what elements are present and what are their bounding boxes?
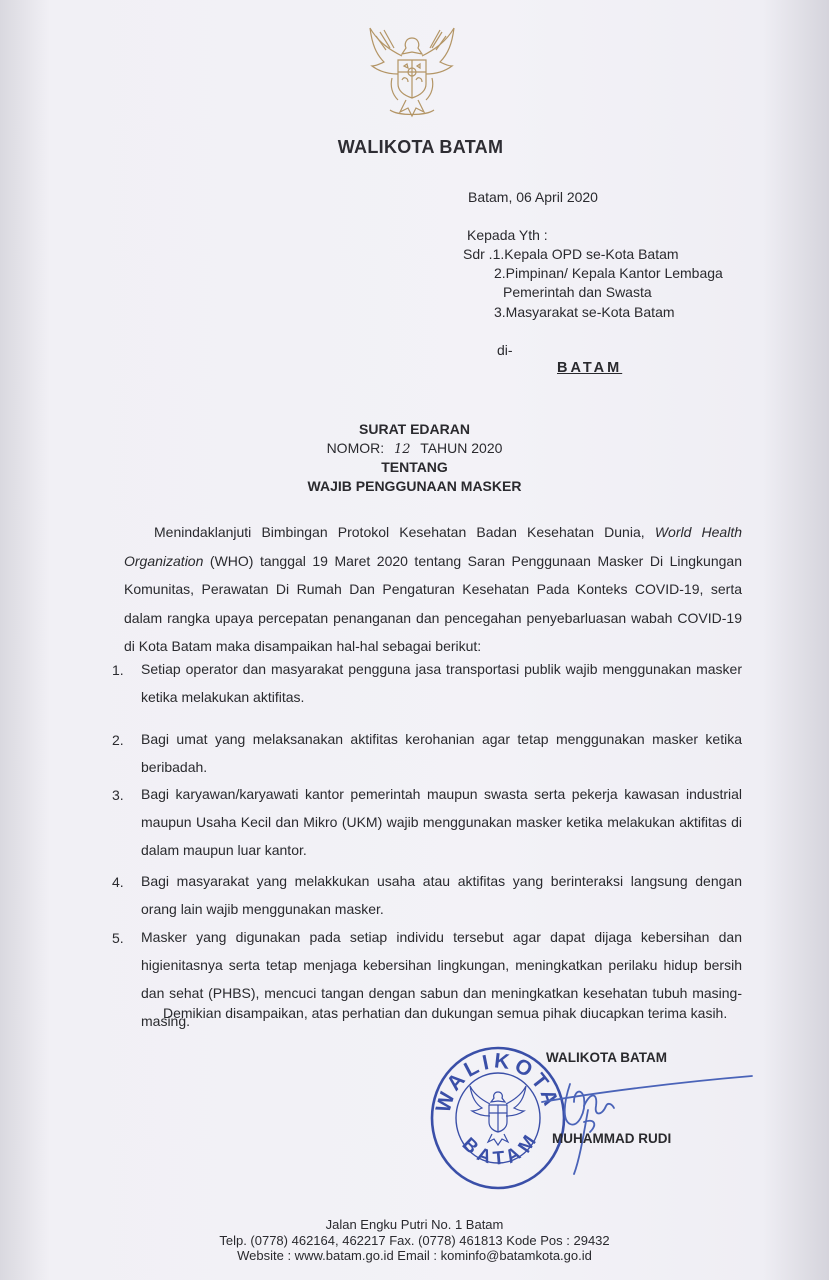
list-item-text: Setiap operator dan masyarakat pengguna jasa transportasi publik wajib menggunakan masker ketika melakukan aktifitas. [141,661,742,705]
intro-text-italic: World Health Organization [124,524,743,569]
signatory-title: WALIKOTA BATAM [546,1050,667,1065]
signatory-name: MUHAMMAD RUDI [552,1131,672,1146]
letterhead-title: WALIKOTA BATAM [337,137,504,157]
intro-text [124,518,742,661]
garuda-pancasila-icon [362,20,462,124]
destination-city: BATAM [557,360,623,376]
svg-text:BATAM [458,1127,544,1170]
document-subject: WAJIB PENGGUNAAN MASKER [307,478,522,494]
document-number [0,440,829,457]
number-suffix: TAHUN 2020 [420,440,503,456]
list-item-number: 2. [112,732,124,748]
number-prefix: NOMOR: [326,440,385,456]
handwritten-number: 12 [394,442,411,457]
footer-address: Jalan Engku Putri No. 1 Batam [325,1217,504,1232]
list-item-number: 5. [112,930,124,946]
place-date: Batam, 06 April 2020 [468,189,598,205]
document-type: SURAT EDARAN [359,421,470,437]
list-item-text: Bagi umat yang melaksanakan aktifitas kerohanian agar tetap menggunakan masker ketika beribadah. [141,731,742,775]
stamp-bottom-text: BATAM [457,1126,545,1170]
recipient-line: 3.Masyarakat se-Kota Batam [494,304,675,320]
handwritten-signature-icon [540,1062,760,1182]
recipient-line: 2.Pimpinan/ Kepala Kantor Lembaga [494,265,723,281]
list-item-text: Bagi karyawan/karyawati kantor pemerintah maupun swasta serta pekerja kawasan industrial maupun Usaha Kecil dan Mikro (UKM) wajib menggunakan masker ketika melakukan aktifitas di dalam maupun luar kantor. [141,786,742,858]
closing-sentence: Demikian disampaikan, atas perhatian dan dukungan semua pihak diucapkan terima kasih. [163,1005,728,1021]
intro-text-start: Menindaklanjuti Bimbingan Protokol Kesehatan Badan Kesehatan Dunia, [154,524,655,540]
recipient-line: Pemerintah dan Swasta [503,284,652,300]
intro-paragraph [124,518,742,661]
list-item-text: Masker yang digunakan pada setiap individu tersebut agar dapat dijaga kebersihan dan higienitasnya serta tetap menjaga kebersihan lingkungan, meningkatkan perilaku hidup bersih dan sehat (PHBS), mencuci tangan dengan sabun dan meningkatkan kesehatan tubuh masing-masing. [141,929,742,1029]
about-label: TENTANG [381,459,448,475]
stamp-top-text: WALIKOTA [431,1049,564,1116]
list-item-text: Bagi masyarakat yang melakkukan usaha atau aktifitas yang berinteraksi langsung dengan orang lain wajib menggunakan masker. [141,873,742,917]
recipient-line: Sdr .1.Kepala OPD se-Kota Batam [463,246,679,262]
intro-text-end: (WHO) tanggal 19 Maret 2020 tentang Saran Penggunaan Masker Di Lingkungan Komunitas, Perawatan Di Rumah Dan Pengaturan Kesehatan Pada Konteks COVID-19, serta dalam rangka upaya percepatan penanganan dan pencegahan penyebarluasan wabah COVID-19 di Kota Batam maka disampaikan hal-hal sebagai berikut: [124,552,742,654]
list-item-number: 4. [112,874,124,890]
stamp-garuda-icon [470,1086,526,1145]
recipient-label: Kepada Yth : [467,227,548,243]
di-label: di- [497,342,513,358]
list-item-number: 1. [112,662,124,678]
footer-contact: Telp. (0778) 462164, 462217 Fax. (0778) 461813 Kode Pos : 29432 [219,1233,610,1248]
list-item-number: 3. [112,787,124,803]
footer-web: Website : www.batam.go.id Email : kominfo@batamkota.go.id [237,1248,592,1263]
